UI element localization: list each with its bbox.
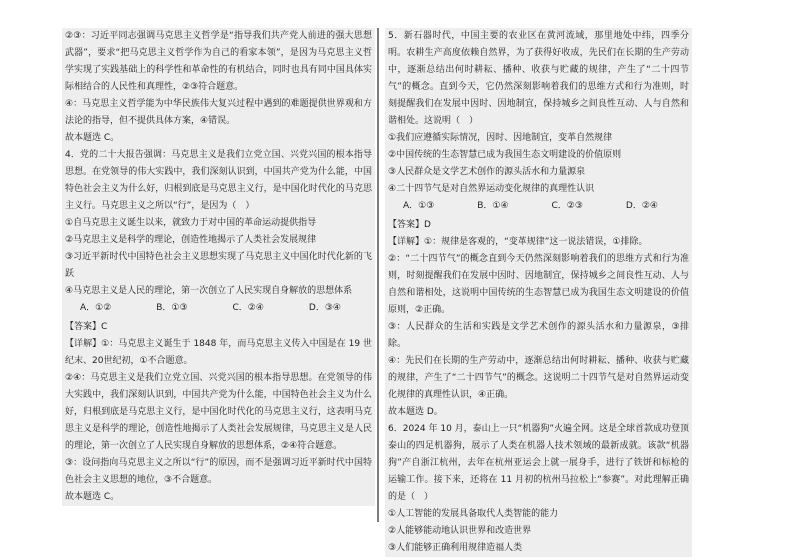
q6-option-1: ①人工智能的发展具备取代人类智能的能力 (388, 509, 559, 519)
q4-analysis-options-2-4: ②④：马克思主义是我们立党立国、兴党兴国的根本指导思想。在党领导的伟大实践中，我们深刻认识到，中国共产党为什么能，中国特色社会主义为什么好，归根到底是马克思主义行，是中国化时代化的马克思主义行，这表明马克思主义是科学的理论，创造性地揭示了人类社会发展规律，马克思主义是人民的理论，第一次创立了人民实现自身解放的思想体系，②④符合题意。 (65, 373, 372, 451)
q4-option-1: ①自马克思主义诞生以来，就致力于对中国的革命运动提供指导 (65, 218, 317, 228)
q6-stem: 6．2024 年 10 月，泰山上一只“机器狗”火遍全网。这是全球首款成功登顶泰山的四足机器狗，展示了人类在机器人技术领域的最新成就。该款“机器狗”产自浙江杭州，去年在杭州亚运会上就一展身手，进行了铁饼和标枪的运输工作。接下来，还将在 11 月初的杭州马拉松上“参赛”。对此理解正确的是（ ） (388, 424, 689, 502)
q5-analysis-option-1: 【详解】①：规律是客观的，“变革规律”这一说法错误，①排除。 (388, 237, 648, 247)
right-column (385, 28, 692, 557)
q5-choices-C: C．②③ (551, 201, 583, 211)
q4-answer: 【答案】C (65, 322, 108, 332)
q5-analysis-option-2: ②：“二十四节气”的概念直到今天仍然深刻影响着我们的思维方式和行为准则，时刻提醒我们在发展中因时、因地制宜，保持城乡之间良性互动、人与自然和谐相处，这说明中国传统的生态智慧已成为我国生态文明建设的价值原则，②正确。 (388, 254, 689, 315)
q5-analysis-option-3: ③：人民群众的生活和实践是文学艺术创作的源头活水和力量源泉，③排除。 (388, 322, 689, 349)
q5-answer: 【答案】D (388, 220, 431, 230)
q5-option-3: ③人民群众是文学艺术创作的源头活水和力量源泉 (388, 167, 586, 177)
q4-analysis-option-1: 【详解】①：马克思主义诞生于 1848 年，而马克思主义传入中国是在 19 世纪末、20世纪初，①不合题意。 (65, 339, 372, 366)
q6-option-3: ③人们能够正确利用规律造福人类 (388, 543, 523, 553)
q5-choices-A: A．①③ (403, 201, 435, 211)
q3-conclusion: 故本题选 C。 (65, 133, 120, 143)
q5-choices (385, 198, 692, 215)
q4-choices-D: D．③④ (308, 303, 341, 313)
q4-option-4: ④马克思主义是人民的理论，第一次创立了人民实现自身解放的思想体系 (65, 286, 353, 296)
q4-analysis-option-3: ③：设问指向马克思主义之所以“行”的原因，而不是强调习近平新时代中国特色社会主义思想的地位，③不合题意。 (65, 458, 372, 485)
q3-analysis-options-2-3: ②③：习近平同志强调马克思主义哲学是“指导我们共产党人前进的强大思想武器”，要求“把马克思主义哲学作为自己的看家本领”，是因为马克思主义哲学实现了实践基础上的科学性和革命性的有机结合，同时也具有同中国具体实际相结合的人民性和真理性，②③符合题意。 (65, 31, 372, 92)
q4-option-3: ③习近平新时代中国特色社会主义思想实现了马克思主义中国化时代化新的飞跃 (65, 252, 372, 279)
q5-option-1: ①我们应遵循实际情况，因时、因地制宜，变革自然规律 (388, 133, 613, 143)
q6-option-2: ②人能够能动地认识世界和改造世界 (388, 526, 532, 536)
q4-stem: 4．党的二十大报告强调：马克思主义是我们立党立国、兴党兴国的根本指导思想。在党领导的伟大实践中，我们深刻认识到，中国共产党为什么能，中国特色社会主义为什么好，归根到底是马克思主义行，是中国化时代化的马克思主义行。马克思主义之所以“行”，是因为（ ） (65, 150, 372, 211)
q5-conclusion: 故本题选 D。 (388, 407, 443, 417)
q4-choices-C: C．②④ (232, 303, 264, 313)
q5-choices-D: D．②④ (625, 201, 658, 211)
q4-choices-A: A．①② (80, 303, 112, 313)
column-divider (377, 28, 379, 522)
q5-option-2: ②中国传统的生态智慧已成为我国生态文明建设的价值原则 (388, 150, 622, 160)
q5-choices-B: B．①④ (477, 201, 509, 211)
q4-option-2: ②马克思主义是科学的理论，创造性地揭示了人类社会发展规律 (65, 235, 317, 245)
q5-analysis-option-4: ④：先民们在长期的生产劳动中，逐渐总结出何时耕耘、播种、收获与贮藏的规律，产生了“二十四节气”的概念。这说明二十四节气是对自然界运动变化规律的真理性认识，④正确。 (388, 356, 689, 400)
q4-conclusion: 故本题选 C。 (65, 492, 120, 502)
q4-choices (62, 300, 375, 317)
q4-choices-B: B．①③ (156, 303, 188, 313)
left-column (62, 28, 375, 506)
q5-option-4: ④二十四节气是对自然界运动变化规律的真理性认识 (388, 184, 595, 194)
q5-stem: 5．新石器时代，中国主要的农业区在黄河流域，那里地处中纬，四季分明。农耕生产高度依赖自然界，为了获得好收成，先民们在长期的生产劳动中，逐渐总结出何时耕耘、播种、收获与贮藏的规律，产生了“二十四节气”的概念。直到今天，它仍然深刻影响着我们的思维方式和行为准则，时刻提醒我们在发展中因时、因地制宜，保持城乡之间良性互动、人与自然和谐相处。这说明（ ） (388, 31, 689, 126)
q3-analysis-option-4: ④：马克思主义哲学能为中华民族伟大复兴过程中遇到的难题提供世界观和方法论的指导，但不提供具体方案，④错误。 (65, 99, 372, 126)
